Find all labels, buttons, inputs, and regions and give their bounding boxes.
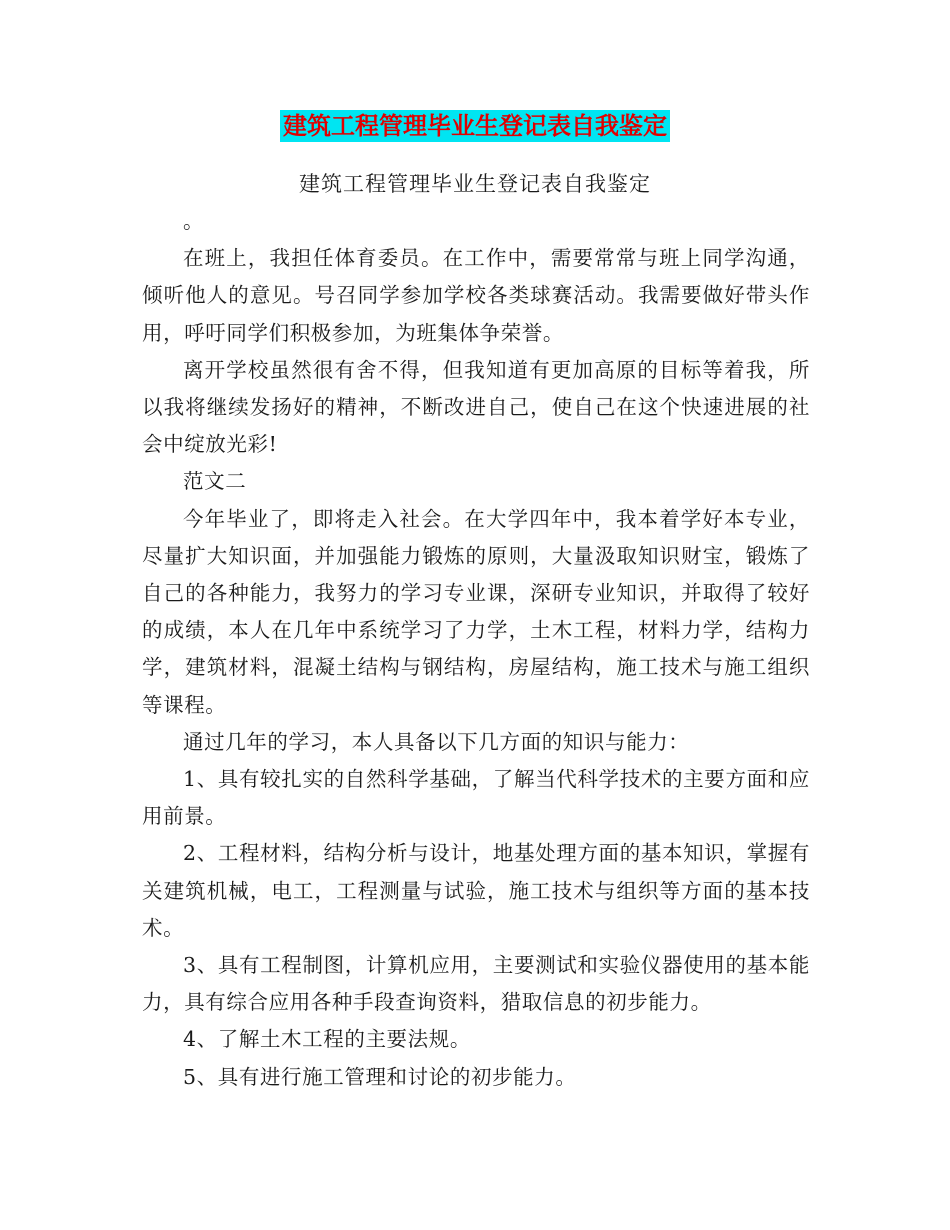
section-heading: 范文二 [183, 469, 247, 494]
list-item: 1、具有较扎实的自然科学基础，了解当代科学技术的主要方面和应用前景。 [142, 767, 810, 829]
paragraph: 。 [183, 209, 205, 233]
list-item: 5、具有进行施工管理和讨论的初步能力。 [183, 1064, 577, 1089]
paragraph: 在班上，我担任体育委员。在工作中，需要常常与班上同学沟通，倾听他人的意见。号召同学参加学校各类球赛活动。我需要做好带头作用，呼吁同学们积极参加，为班集体争荣誉。 [142, 246, 810, 345]
list-item: 3、具有工程制图，计算机应用，主要测试和实验仪器使用的基本能力，具有综合应用各种手段查询资料，猎取信息的初步能力。 [142, 953, 810, 1015]
document-title-container [0, 110, 950, 142]
paragraph: 通过几年的学习，本人具备以下几方面的知识与能力： [183, 729, 690, 754]
paragraph: 今年毕业了，即将走入社会。在大学四年中，我本着学好本专业，尽量扩大知识面，并加强能力锻炼的原则，大量汲取知识财宝，锻炼了自己的各种能力，我努力的学习专业课，深研专业知识，并取得了较好的成绩，本人在几年中系统学习了力学，土木工程，材料力学，结构力学，建筑材料，混凝土结构与钢结构，房屋结构，施工技术与施工组织等课程。 [142, 506, 810, 717]
list-item: 4、了解土木工程的主要法规。 [183, 1027, 471, 1052]
document-body [142, 203, 810, 1096]
paragraph: 离开学校虽然很有舍不得，但我知道有更加高原的目标等着我，所以我将继续发扬好的精神，不断改进自己，使自己在这个快速进展的社会中绽放光彩! [142, 357, 810, 457]
document-subtitle: 建筑工程管理毕业生登记表自我鉴定 [299, 172, 651, 196]
document-title: 建筑工程管理毕业生登记表自我鉴定 [280, 110, 670, 142]
list-item: 2、工程材料，结构分析与设计，地基处理方面的基本知识，掌握有关建筑机械，电工，工程测量与试验，施工技术与组织等方面的基本技术。 [142, 841, 810, 940]
